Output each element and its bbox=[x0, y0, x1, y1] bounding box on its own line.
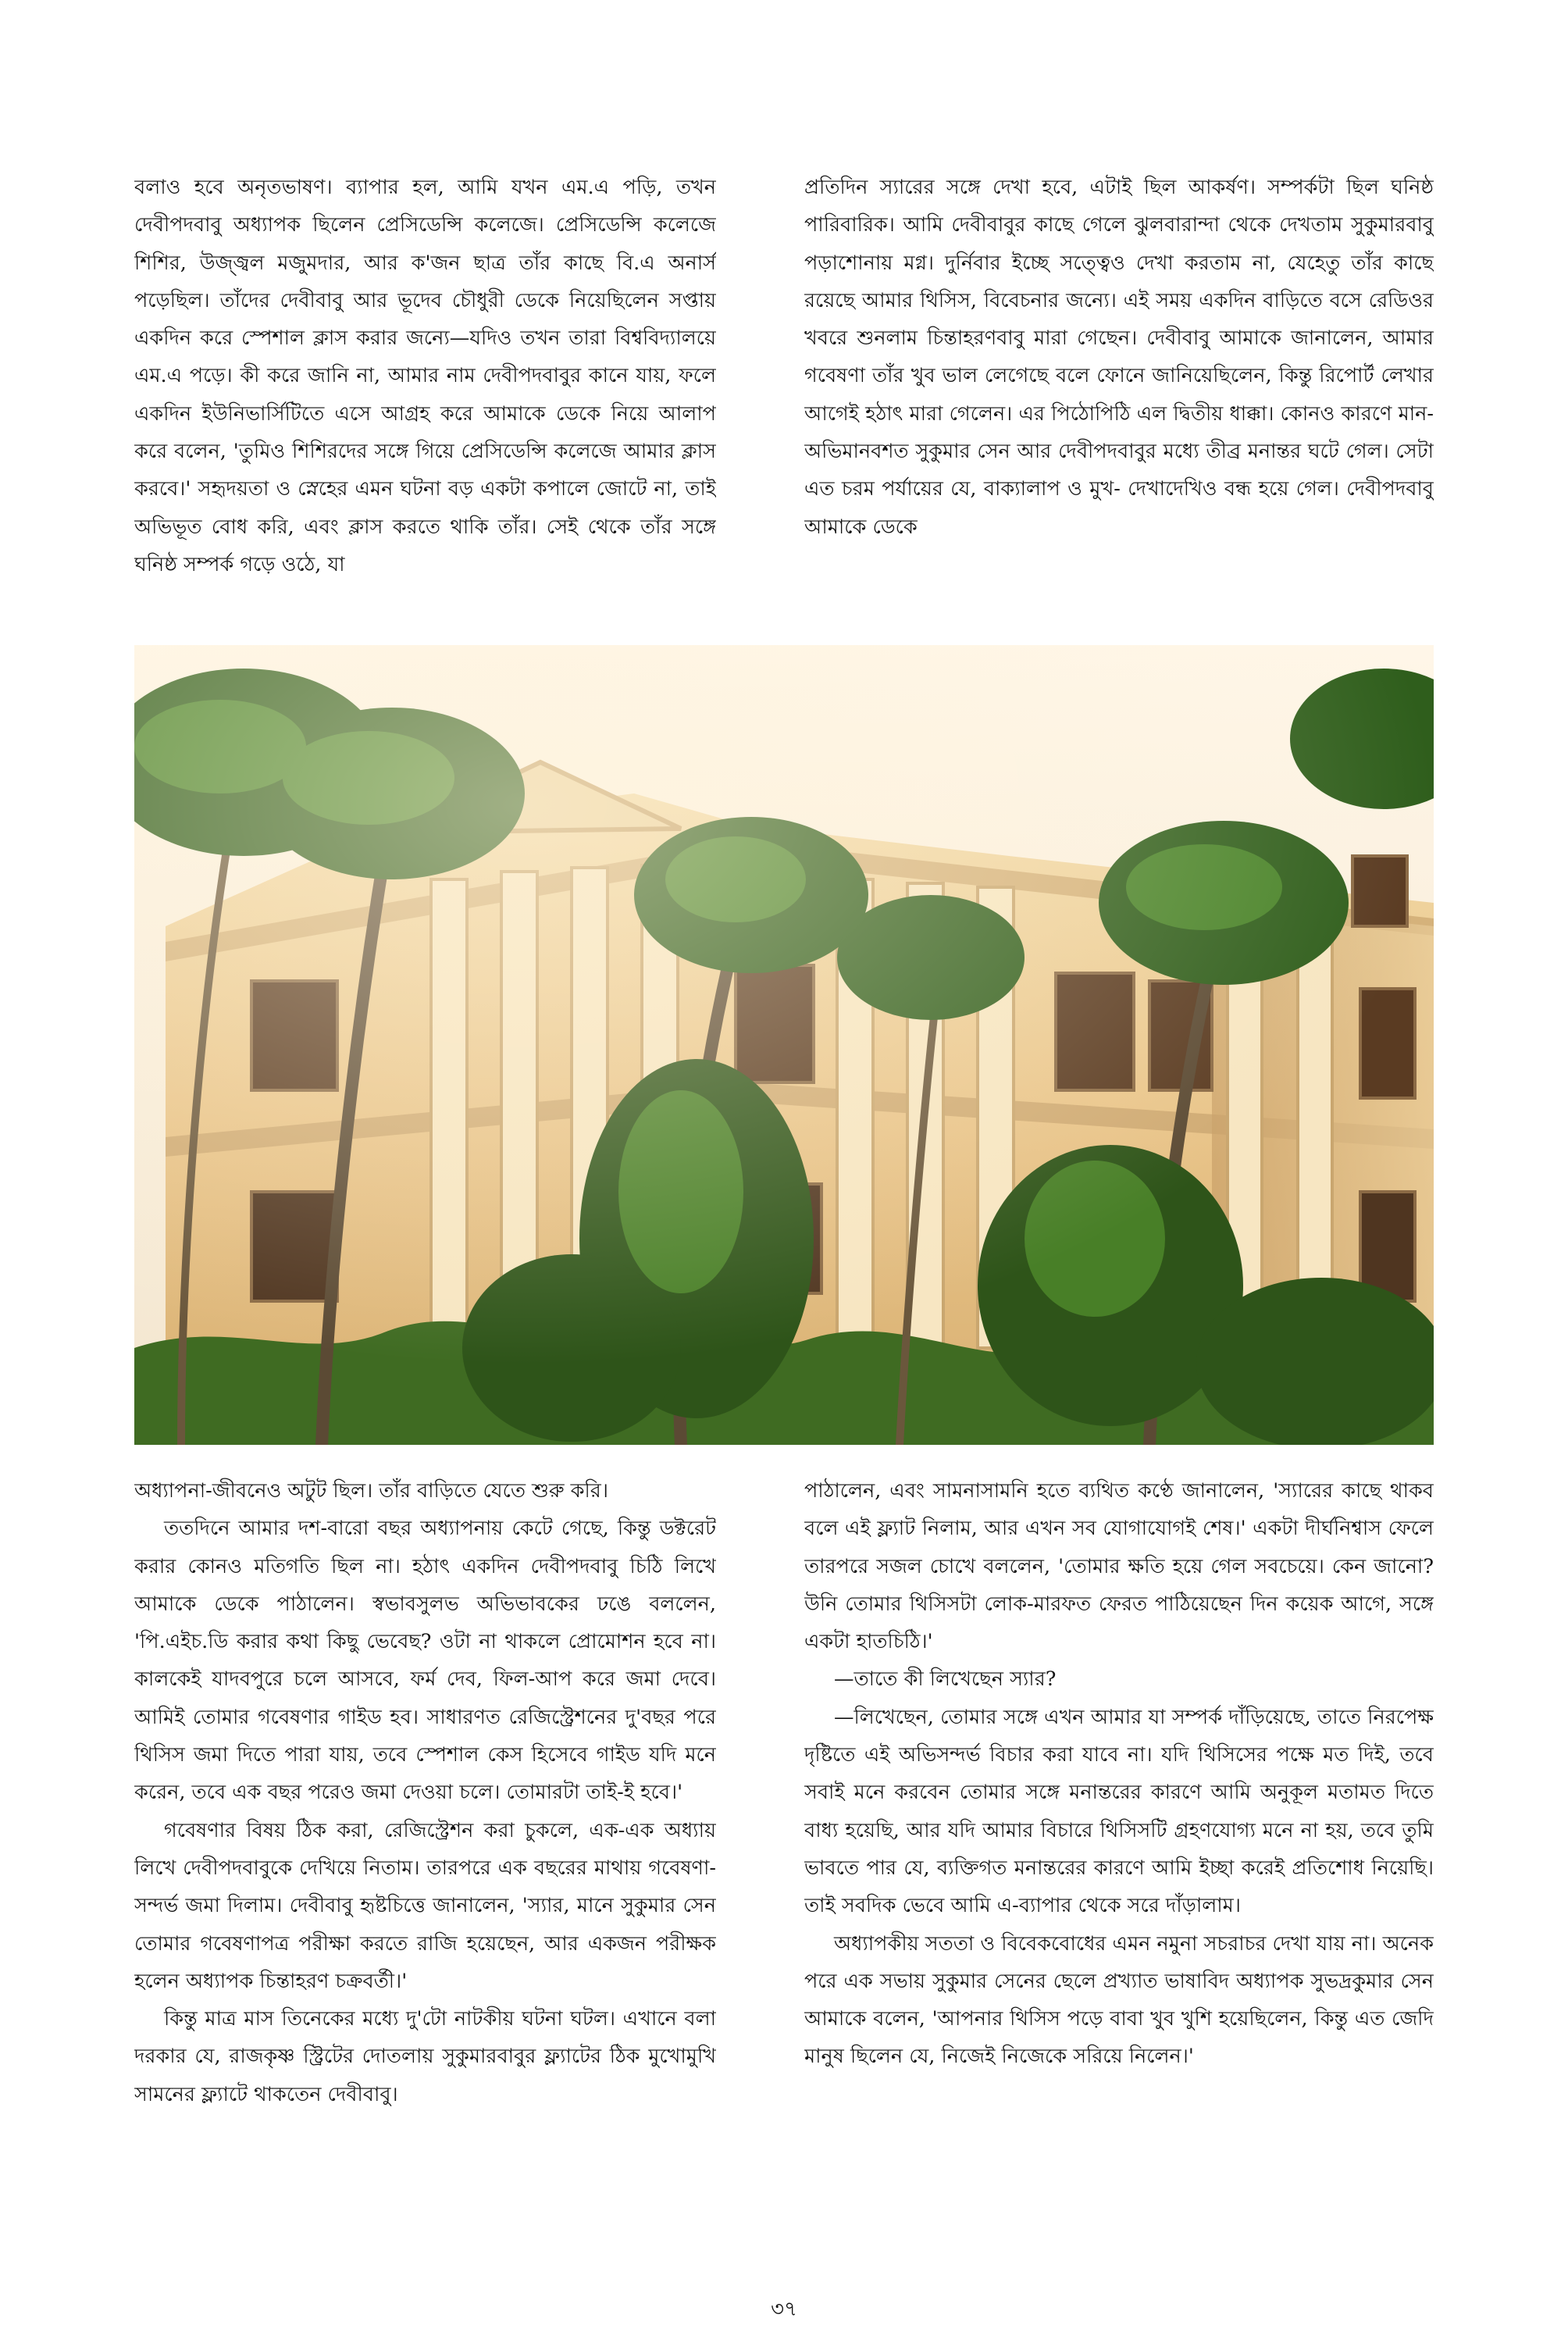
paragraph: গবেষণার বিষয় ঠিক করা, রেজিস্ট্রেশন করা চুকলে, এক-এক অধ্যায় লিখে দেবীপদবাবুকে দেখিয়ে নিতাম। তারপরে এক বছরের মাথায় গবেষণা-সন্দর্ভ জমা দিলাম। দেবীবাবু হৃষ্টচিত্তে জানালেন, 'স্যার, মানে সুকুমার সেন তোমার গবেষণাপত্র পরীক্ষা করতে রাজি হয়েছেন, আর একজন পরীক্ষক হলেন অধ্যাপক চিন্তাহরণ চক্রবর্তী।' bbox=[134, 1818, 716, 1993]
paragraph: অধ্যাপনা-জীবনেও অটুট ছিল। তাঁর বাড়িতে যেতে শুরু করি। bbox=[134, 1479, 608, 1503]
text-column-top-left bbox=[134, 169, 716, 622]
text-column-bottom-left bbox=[134, 1472, 716, 2253]
dialogue-line: —লিখেছেন, তোমার সঙ্গে এখন আমার যা সম্পর্ক দাঁড়িয়েছে, তাতে নিরপেক্ষ দৃষ্টিতে এই অভিসন্দর্ভ বিচার করা যাবে না। যদি থিসিসের পক্ষে মত দিই, তবে সবাই মনে করবেন তোমার সঙ্গে মনান্তরের কারণে আমি অনুকূল মতামত দিতে বাধ্য হয়েছি, আর যদি আমার বিচারে থিসিসটি গ্রহণযোগ্য মনে না হয়, তবে তুমি ভাবতে পার যে, ব্যক্তিগত মনান্তরের কারণে আমি ইচ্ছা করেই প্রতিশোধ নিয়েছি। তাই সবদিক ভেবে আমি এ-ব্যাপার থেকে সরে দাঁড়ালাম। bbox=[804, 1705, 1434, 1918]
text-column-top-right bbox=[804, 169, 1434, 622]
page-number: ৩৭ bbox=[771, 2298, 797, 2321]
paragraph: বলাও হবে অনৃতভাষণ। ব্যাপার হল, আমি যখন এম.এ পড়ি, তখন দেবীপদবাবু অধ্যাপক ছিলেন প্রেসিডেন্সি কলেজে। প্রেসিডেন্সি কলেজে শিশির, উজ্জ্বল মজুমদার, আর ক'জন ছাত্র তাঁর কাছে বি.এ অনার্স পড়েছিল। তাঁদের দেবীবাবু আর ভূদেব চৌধুরী ডেকে নিয়েছিলেন সপ্তায় একদিন করে স্পেশাল ক্লাস করার জন্যে—যদিও তখন তারা বিশ্ববিদ্যালয়ে এম.এ পড়ে। কী করে জানি না, আমার নাম দেবীপদবাবুর কানে যায়, ফলে একদিন ইউনিভার্সিটিতে এসে আগ্রহ করে আমাকে ডেকে নিয়ে আলাপ করে বলেন, 'তুমিও শিশিরদের সঙ্গে গিয়ে প্রেসিডেন্সি কলেজে আমার ক্লাস করবে।' সহৃদয়তা ও স্নেহের এমন ঘটনা বড় একটা কপালে জোটে না, তাই অভিভূত বোধ করি, এবং ক্লাস করতে থাকি তাঁর। সেই থেকে তাঁর সঙ্গে ঘনিষ্ঠ সম্পর্ক গড়ে ওঠে, যা bbox=[134, 176, 716, 576]
paragraph: অধ্যাপকীয় সততা ও বিবেকবোধের এমন নমুনা সচরাচর দেখা যায় না। অনেক পরে এক সভায় সুকুমার সেনের ছেলে প্রখ্যাত ভাষাবিদ অধ্যাপক সুভদ্রকুমার সেন আমাকে বলেন, 'আপনার থিসিস পড়ে বাবা খুব খুশি হয়েছিলেন, কিন্তু এত জেদি মানুষ ছিলেন যে, নিজেই নিজেকে সরিয়ে নিলেন।' bbox=[804, 1931, 1434, 2069]
paragraph: কিন্তু মাত্র মাস তিনেকের মধ্যে দু'টো নাটকীয় ঘটনা ঘটল। এখানে বলা দরকার যে, রাজকৃষ্ণ স্ট্রিটের দোতলায় সুকুমারবাবুর ফ্ল্যাটের ঠিক মুখোমুখি সামনের ফ্ল্যাটে থাকতেন দেবীবাবু। bbox=[134, 2007, 716, 2106]
paragraph: ততদিনে আমার দশ-বারো বছর অধ্যাপনায় কেটে গেছে, কিন্তু ডক্টরেট করার কোনও মতিগতি ছিল না। হঠাৎ একদিন দেবীপদবাবু চিঠি লিখে আমাকে ডেকে পাঠালেন। স্বভাবসুলভ অভিভাবকের ঢঙে বললেন, 'পি.এইচ.ডি করার কথা কিছু ভেবেছ? ওটা না থাকলে প্রোমোশন হবে না। কালকেই যাদবপুরে চলে আসবে, ফর্ম দেব, ফিল-আপ করে জমা দেবে। আমিই তোমার গবেষণার গাইড হব। সাধারণত রেজিস্ট্রেশনের দু'বছর পরে থিসিস জমা দিতে পারা যায়, তবে স্পেশাল কেস হিসেবে গাইড যদি মনে করেন, তবে এক বছর পরেও জমা দেওয়া চলে। তোমারটা তাই-ই হবে।' bbox=[134, 1517, 716, 1805]
paragraph: পাঠালেন, এবং সামনাসামনি হতে ব্যথিত কণ্ঠে জানালেন, 'স্যারের কাছে থাকব বলে এই ফ্ল্যাট নিলাম, আর এখন সব যোগাযোগই শেষ।' একটা দীর্ঘনিশ্বাস ফেলে তারপরে সজল চোখে বললেন, 'তোমার ক্ষতি হয়ে গেল সবচেয়ে। কেন জানো? উনি তোমার থিসিসটা লোক-মারফত ফেরত পাঠিয়েছেন দিন কয়েক আগে, সঙ্গে একটা হাতচিঠি।' bbox=[804, 1479, 1434, 1654]
dialogue-line: —তাতে কী লিখেছেন স্যার? bbox=[834, 1667, 1057, 1692]
college-building-photo bbox=[134, 645, 1434, 1445]
paragraph: প্রতিদিন স্যারের সঙ্গে দেখা হবে, এটাই ছিল আকর্ষণ। সম্পর্কটা ছিল ঘনিষ্ঠ পারিবারিক। আমি দেবীবাবুর কাছে গেলে ঝুলবারান্দা থেকে দেখতাম সুকুমারবাবু পড়াশোনায় মগ্ন। দুর্নিবার ইচ্ছে সত্ত্বেও দেখা করতাম না, যেহেতু তাঁর কাছে রয়েছে আমার থিসিস, বিবেচনার জন্যে। এই সময় একদিন বাড়িতে বসে রেডিওর খবরে শুনলাম চিন্তাহরণবাবু মারা গেছেন। দেবীবাবু আমাকে জানালেন, আমার গবেষণা তাঁর খুব ভাল লেগেছে বলে ফোনে জানিয়েছিলেন, কিন্তু রিপোর্ট লেখার আগেই হঠাৎ মারা গেলেন। এর পিঠোপিঠি এল দ্বিতীয় ধাক্কা। কোনও কারণে মান-অভিমানবশত সুকুমার সেন আর দেবীপদবাবুর মধ্যে তীব্র মনান্তর ঘটে গেল। সেটা এত চরম পর্যায়ের যে, বাক্যালাপ ও মুখ- দেখাদেখিও বন্ধ হয়ে গেল। দেবীপদবাবু আমাকে ডেকে bbox=[804, 176, 1434, 539]
text-column-bottom-right bbox=[804, 1472, 1434, 2253]
